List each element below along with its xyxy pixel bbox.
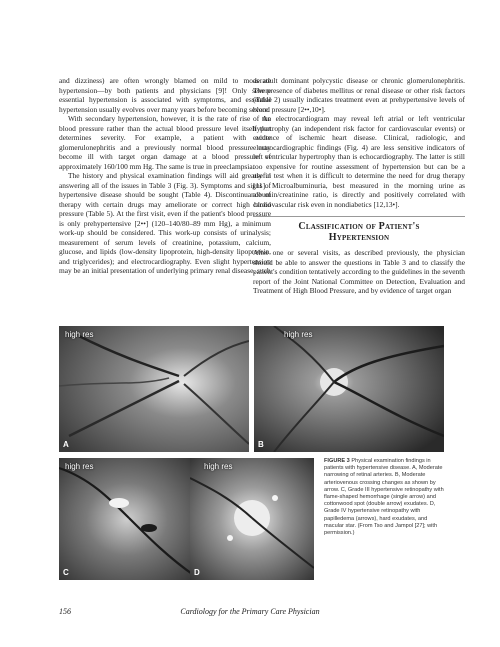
section-heading-line: Hypertension xyxy=(328,232,390,243)
watermark-text: high res xyxy=(65,462,94,471)
retina-photo-d xyxy=(190,458,314,580)
paragraph: With secondary hypertension, however, it is the rate of rise of the blood pressure rather than the actual blood pressure level itself that determines severity. For example, a patient with acute glomerulonephritis and a previously normal blood pressure may become ill with target organ damage at a blood pressure of approximately 160/100 mm Hg. The same is true in preeclampsia. xyxy=(59,114,271,171)
figure-label-b: B xyxy=(258,440,264,449)
retina-image-c xyxy=(59,458,195,580)
paragraph: The history and physical examination findings will aid greatly in answering all of the issues in Table 3 (Fig. 3). Symptoms and signs of hypertensive disease should be sought (Table 4). Discontinuance of therapy with certain drugs may ameliorate or correct high blood pressure (Table 5). At the first visit, even if the patient's blood pressure is only prehypertensive [2••] (120–140/80–89 mm Hg), a minimum work-up should be considered. This work-up consists of urinalysis; measurement of serum levels of creatinine, potassium, calcium, glucose, and lipids (low-density lipoprotein, high-density lipoprotein, and triglycerides); and electrocardiography. Even slight hypertension may be an initial presentation of underlying primary renal disease, such xyxy=(59,171,271,275)
retina-image-d xyxy=(190,458,314,580)
watermark-text: high res xyxy=(65,330,94,339)
paragraph: and dizziness) are often wrongly blamed on mild to moderate hypertension—by both patients and physicians [9]! Only severe essential hypertension is associated with symptoms, and essential hypertension usually evolves over many years before becoming severe. xyxy=(59,76,271,114)
retina-photo-b xyxy=(254,326,444,452)
retina-photo-a xyxy=(59,326,249,452)
paragraph: After one or several visits, as described previously, the physician should be able to answer the questions in Table 3 and to classify the patient's condition tentatively according to the guidelines in the seventh report of the Joint National Committee on Detection, Evaluation and Treatment of High Blood Pressure, and by evidence of target organ xyxy=(253,248,465,295)
page-number: 156 xyxy=(59,607,71,616)
paragraph: An electrocardiogram may reveal left atrial or left ventricular hypertrophy (an independent risk factor for cardiovascular events) or evidence of ischemic heart disease. Clinical, radiologic, and electrocardiographic findings (Fig. 4) are less sensitive indicators of left ventricular hypertrophy than is echocardiography. The latter is still too expensive for routine assessment of hypertension but can be a useful test when it is difficult to determine the need for drug therapy [11]. Microalbuminuria, best measured in the morning urine as albumin/creatinine ratio, is directly and positively correlated with cardiovascular risk even in nondiabetics [12,13•]. xyxy=(253,114,465,209)
figure-caption xyxy=(324,458,444,537)
right-text-column xyxy=(253,76,465,296)
book-title: Cardiology for the Primary Care Physician xyxy=(180,607,320,616)
figure-label-c: C xyxy=(63,568,69,577)
retina-image-a xyxy=(59,326,249,452)
caption-text: Physical examination findings in patients with hypertensive disease. A, Moderate narrowing of retinal arteries. B, Moderate arteriovenous crossing changes as shown by arrow. C, Grade III hypertensive retinopathy with flame-shaped hemorrhage (single arrow) and cottonwood spot (double arrow) exudates. D, Grade IV hypertensive retinopathy with papilledema (arrows), hard exudates, and macular star. (From Tso and Jampol [27]; with permission.) xyxy=(324,458,444,537)
section-heading-line: Classification of Patient's xyxy=(298,221,420,232)
watermark-text: high res xyxy=(204,462,233,471)
figure-label-d: D xyxy=(194,568,200,577)
paragraph: as adult dominant polycystic disease or chronic glomerulonephritis. The presence of diabetes mellitus or renal disease or other risk factors (Table 2) usually indicates treatment even at prehypertensive levels of blood pressure [2••,10•]. xyxy=(253,76,465,114)
figure-label-a: A xyxy=(63,440,69,449)
caption-title: FIGURE 3 xyxy=(324,458,350,464)
retina-image-b xyxy=(254,326,444,452)
section-heading xyxy=(253,216,465,243)
watermark-text: high res xyxy=(284,330,313,339)
retina-photo-c xyxy=(59,458,195,580)
left-text-column xyxy=(59,76,271,276)
